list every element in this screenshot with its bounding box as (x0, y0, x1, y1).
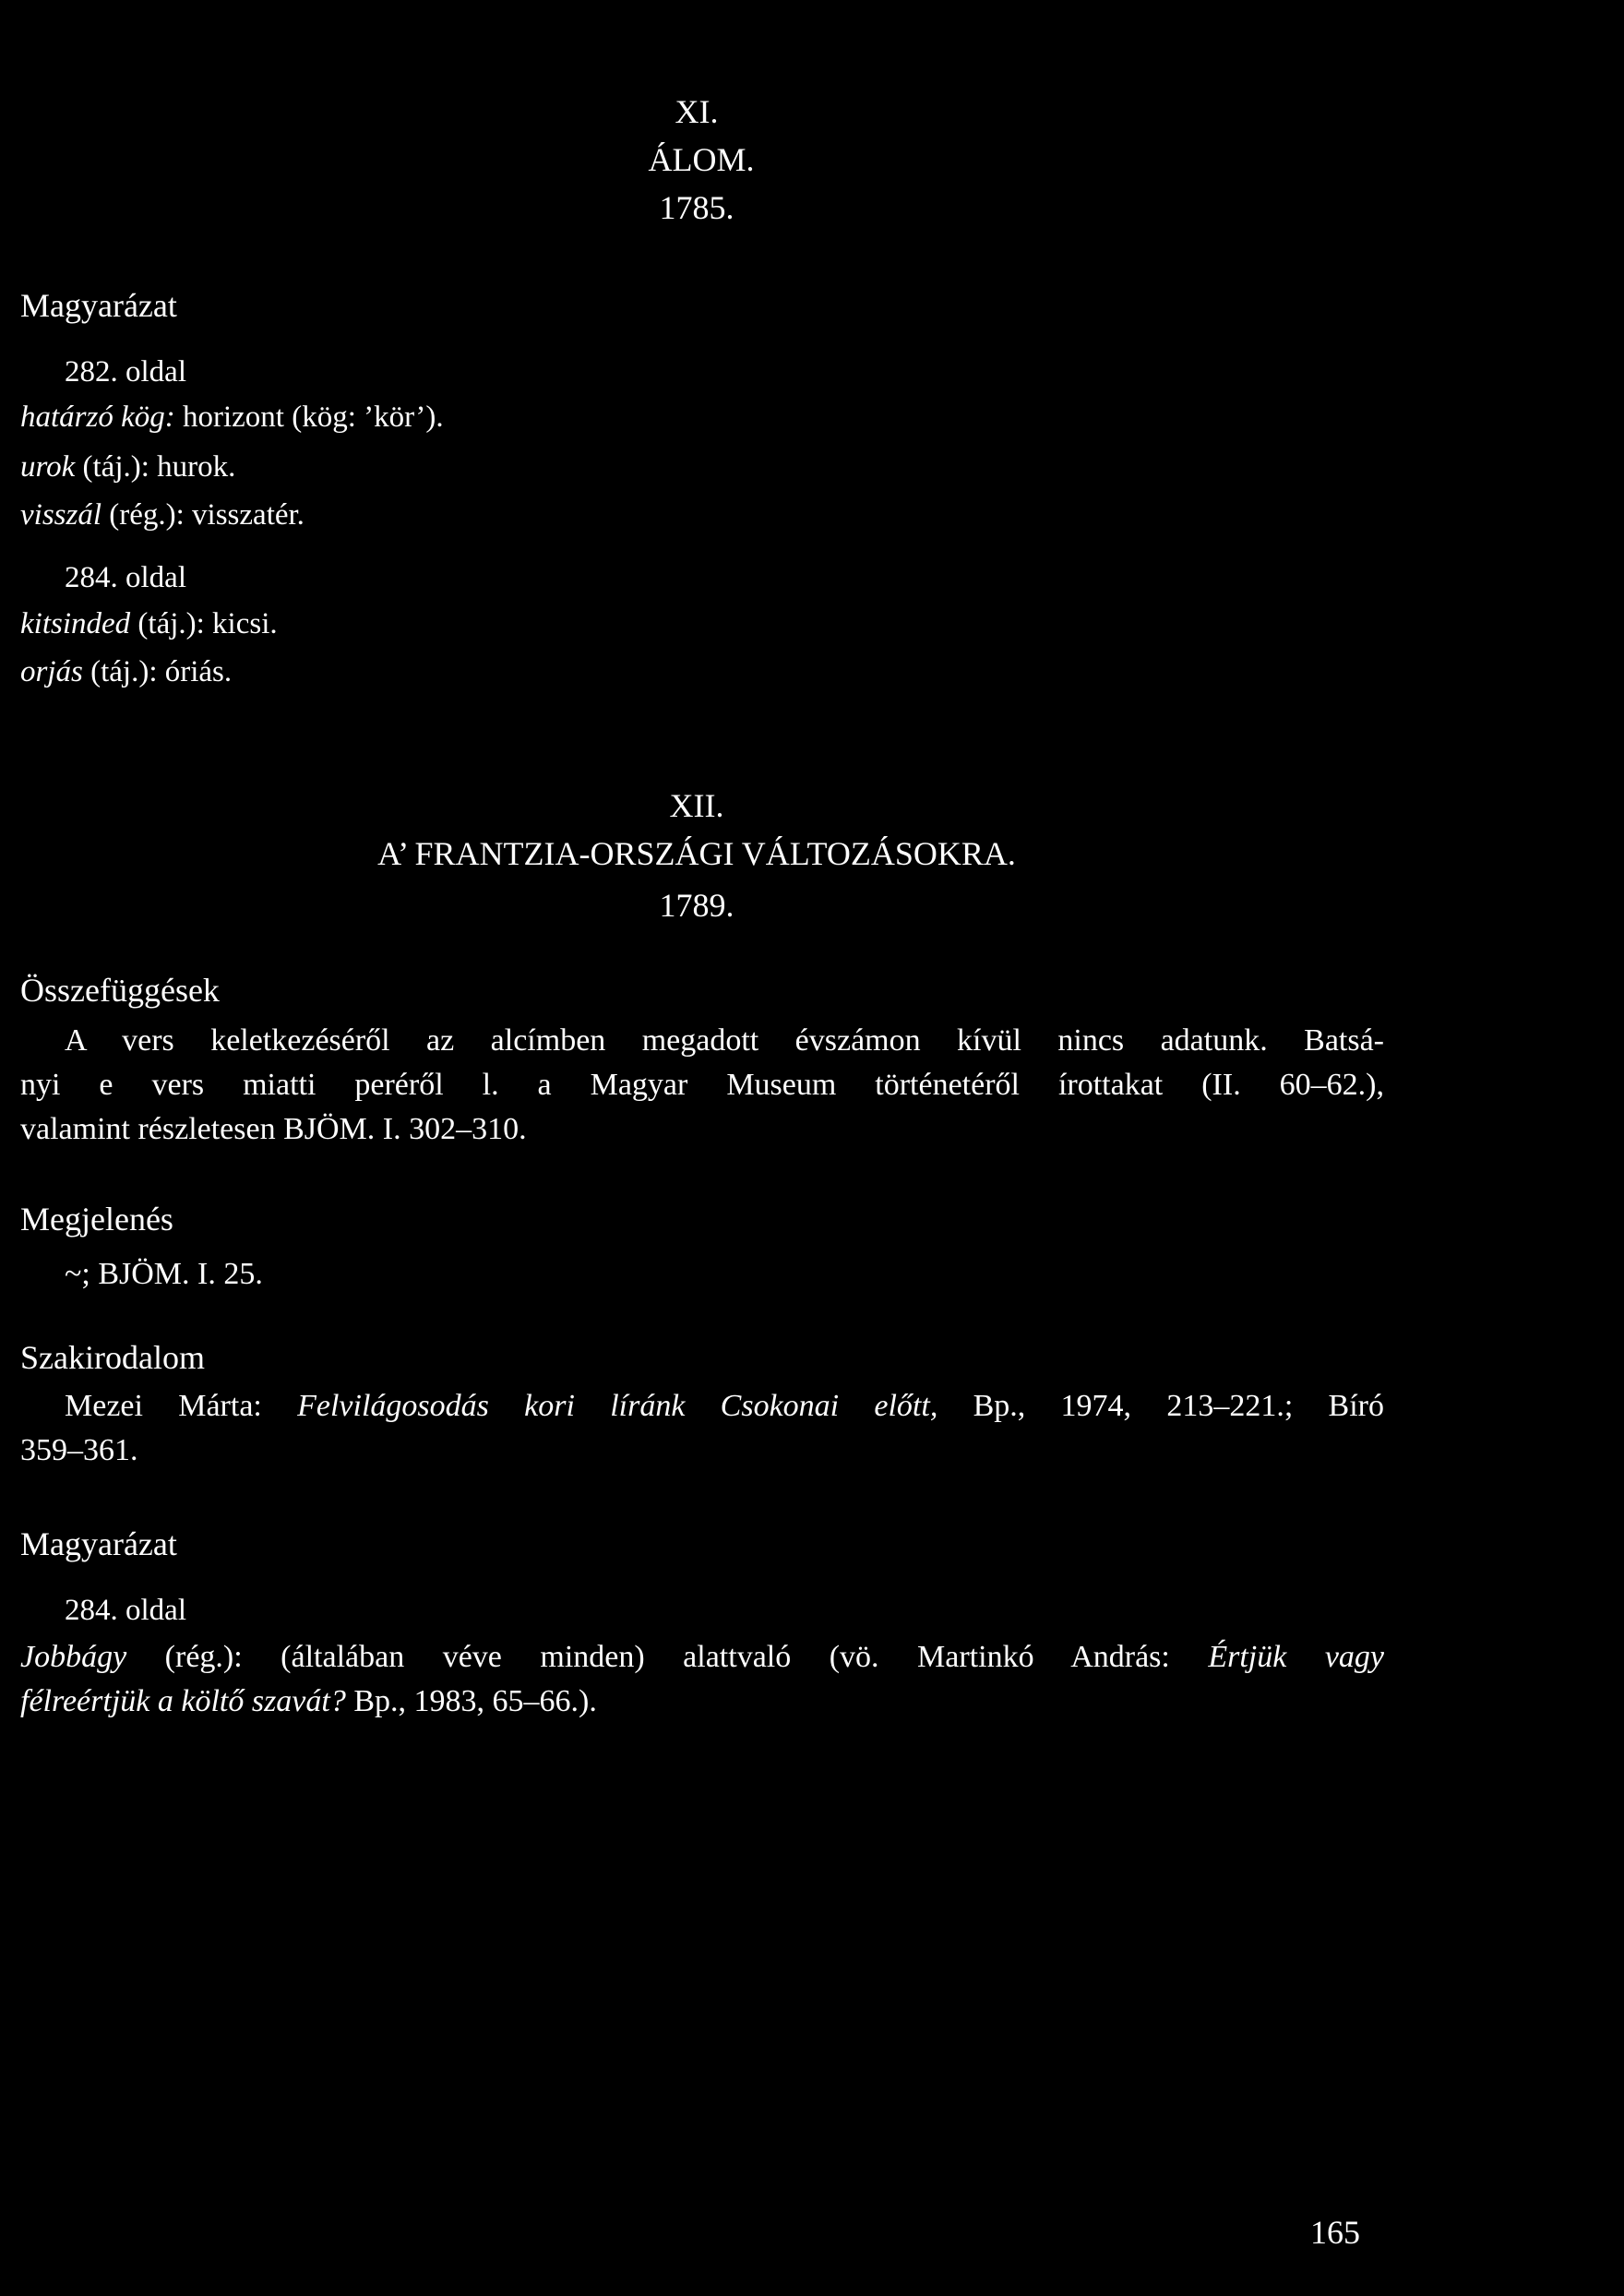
szakirodalom-paragraph (20, 1384, 1384, 1473)
reference-title-part-1: Értjük vagy (1208, 1640, 1385, 1674)
gloss-entry-visszal (20, 496, 304, 534)
osszefuggesek-line-2: nyi e vers miatti peréről l. a Magyar Museum történetéről írottakat (II. 60–62.), (20, 1068, 1384, 1102)
page-ref-282: 282. oldal (65, 355, 186, 389)
gloss-definition: (rég.): visszatér. (102, 498, 304, 532)
gloss-definition: (táj.): kicsi. (130, 607, 278, 640)
page-ref-284-first: 284. oldal (65, 561, 186, 594)
page-ref-284-second: 284. oldal (65, 1594, 186, 1627)
section-xii-title: A’ FRANTZIA-ORSZÁGI VÁLTOZÁSOKRA. (377, 835, 1016, 872)
szakirodalom-line-2: 359–361. (20, 1433, 138, 1467)
gloss-definition: (táj.): óriás. (82, 655, 233, 688)
magyarazat-heading-1: Magyarázat (20, 287, 177, 324)
gloss-definition: (rég.): (általában véve minden) alattvaló (vö. Martinkó András: (126, 1640, 1209, 1674)
section-xii-year: 1789. (659, 887, 734, 924)
gloss-term: orjás (20, 655, 83, 688)
gloss-term: urok (20, 450, 76, 484)
jobbagy-entry (20, 1635, 1384, 1724)
section-xi-year: 1785. (659, 189, 734, 226)
szakirodalom-book-title: Felvilágosodás kori líránk Csokonai előtt, (297, 1389, 938, 1423)
section-xi-title: ÁLOM. (648, 141, 755, 178)
megjelenes-text: ~; BJÖM. I. 25. (65, 1257, 263, 1291)
megjelenes-heading: Megjelenés (20, 1201, 173, 1238)
jobbagy-line-1 (20, 1635, 1384, 1680)
szakirodalom-line-1 (20, 1384, 1384, 1429)
osszefuggesek-paragraph (20, 1019, 1384, 1152)
gloss-term: határzó kög: (20, 401, 175, 434)
gloss-term: visszál (20, 498, 102, 532)
reference-citation: Bp., 1983, 65–66.). (345, 1684, 597, 1718)
gloss-term: Jobbágy (20, 1640, 127, 1674)
osszefuggesek-line-3: valamint részletesen BJÖM. I. 302–310. (20, 1112, 527, 1146)
magyarazat-heading-2: Magyarázat (20, 1525, 177, 1562)
szakirodalom-author: Mezei Márta: (65, 1389, 298, 1423)
szakirodalom-heading: Szakirodalom (20, 1339, 205, 1376)
reference-title-part-2: félreértjük a költő szavát? (20, 1684, 346, 1718)
page-number: 165 (1310, 2214, 1360, 2251)
gloss-entry-kitsinded (20, 605, 278, 643)
gloss-definition: (táj.): hurok. (75, 450, 236, 484)
gloss-entry-urok (20, 448, 235, 486)
szakirodalom-citation: Bp., 1974, 213–221.; Bíró (937, 1389, 1384, 1423)
gloss-entry-orjas (20, 653, 232, 691)
gloss-entry-hatarzo-kog (20, 399, 444, 436)
osszefuggesek-line-1: A vers keletkezéséről az alcímben megadott évszámon kívül nincs adatunk. Batsá- (65, 1023, 1384, 1058)
osszefuggesek-heading: Összefüggések (20, 972, 220, 1009)
section-xi-number: XI. (675, 93, 719, 130)
gloss-definition: horizont (kög: ’kör’). (174, 401, 444, 434)
section-xii-number: XII. (669, 787, 724, 824)
jobbagy-line-2 (20, 1680, 1384, 1724)
gloss-term: kitsinded (20, 607, 131, 640)
